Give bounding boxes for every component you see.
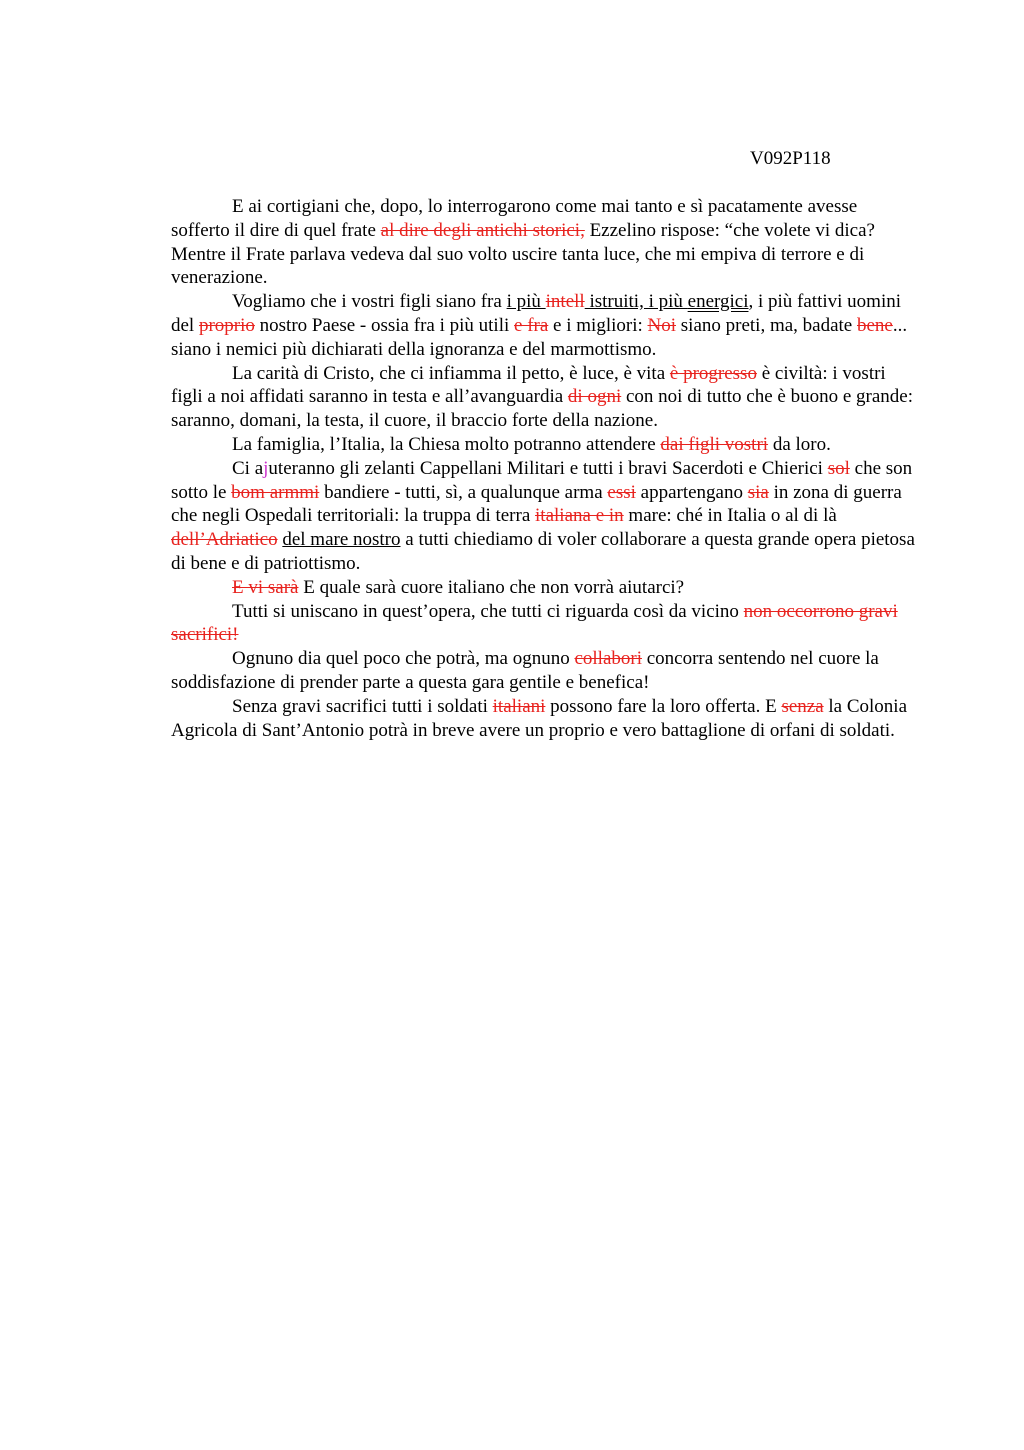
deleted-text: intell — [545, 291, 585, 313]
text-run: E ai cortigiani che, dopo, lo interrogarono come mai tanto e sì pacatamente avesse sofferto il dire di quel frate — [171, 196, 858, 241]
text-run: appartengano — [635, 481, 748, 503]
text-run: a tutti chiediamo di voler collaborare a questa grande opera pietosa di bene e di patriottismo. — [171, 529, 915, 574]
text-run: con noi di tutto che è buono e grande: saranno, domani, la testa, il cuore, il braccio forte della nazione. — [171, 386, 914, 432]
deleted-text: italiana e in — [535, 505, 624, 527]
inserted-text: istruiti, i più — [584, 291, 688, 313]
deleted-text: proprio — [198, 314, 255, 336]
paragraph — [171, 290, 917, 361]
text-run: , i più fattivi uomini del — [171, 291, 902, 336]
deleted-text: collabori — [574, 648, 642, 670]
deleted-text: Noi — [647, 314, 677, 336]
paragraph — [171, 362, 917, 433]
deleted-text: senza — [781, 695, 824, 717]
paragraph — [171, 647, 917, 695]
text-run: bandiere - tutti, sì, a qualunque arma — [319, 481, 608, 503]
text-run: Tutti si uniscano in quest’opera, che tutti ci riguarda così da vicino — [232, 600, 744, 622]
deleted-text: al dire degli antichi storici, — [380, 219, 585, 241]
paragraph — [171, 576, 917, 600]
deleted-text: dell’Adriatico — [171, 529, 278, 551]
deleted-text: bom armmi — [231, 481, 320, 503]
inserted-text: i più — [506, 291, 546, 313]
paragraph — [171, 600, 917, 648]
document-body — [171, 195, 917, 742]
text-run: ... siano i nemici più dichiarati della ignoranza e del marmottismo. — [171, 314, 908, 360]
text-run: in zona di guerra che negli Ospedali territoriali: la truppa di terra — [171, 481, 902, 527]
deleted-text: e fra — [514, 314, 549, 336]
text-run: Ci a — [232, 457, 264, 479]
text-run: da loro. — [768, 433, 831, 455]
deleted-text: di ogni — [567, 386, 622, 408]
text-run: uteranno gli zelanti Cappellani Militari e tutti i bravi Sacerdoti e Chierici — [268, 457, 828, 479]
paragraph — [171, 433, 917, 457]
page-id: V092P118 — [750, 148, 831, 169]
text-run: e i migliori: — [548, 314, 648, 336]
text-run: Vogliamo che i vostri figli siano fra — [232, 291, 507, 313]
text-run: la Colonia Agricola di Sant’Antonio potrà in breve avere un proprio e vero battaglione di orfani di soldati. — [171, 695, 908, 741]
text-run: siano preti, ma, badate — [676, 314, 857, 336]
deleted-text: dai figli vostri — [660, 433, 769, 455]
inserted-text: del mare nostro — [282, 529, 401, 551]
text-run: possono fare la loro offerta. E — [545, 695, 782, 717]
text-run: nostro Paese - ossia fra i più utili — [254, 314, 515, 336]
paragraph — [171, 457, 917, 576]
text-run: Ezzelino rispose: “che volete vi dica? Mentre il Frate parlava vedeva dal suo volto uscire tanta luce, che mi empiva di terrore e di venerazione. — [171, 219, 875, 289]
text-run: mare: ché in Italia o al di là — [623, 505, 837, 527]
paragraph — [171, 195, 917, 290]
deleted-text: bene — [856, 314, 893, 336]
deleted-text: è progresso — [669, 362, 757, 384]
text-run: E quale sarà cuore italiano che non vorrà aiutarci? — [298, 576, 685, 598]
paragraph — [171, 695, 917, 743]
text-run: La famiglia, l’Italia, la Chiesa molto potranno attendere — [232, 433, 661, 455]
text-run: è civiltà: i vostri figli a noi affidati saranno in testa e all’avanguardia — [171, 362, 886, 408]
deleted-text: non occorrono gravi sacrifici! — [171, 600, 898, 646]
text-run: Ognuno dia quel poco che potrà, ma ognuno — [232, 648, 575, 670]
deleted-text: italiani — [492, 695, 546, 717]
inserted-text-double: energici — [687, 291, 749, 313]
deleted-text: sia — [747, 481, 769, 503]
deleted-text: essi — [607, 481, 636, 503]
insertion-mark: j — [263, 457, 269, 479]
deleted-text: E vi sarà — [232, 576, 299, 598]
text-run: La carità di Cristo, che ci infiamma il petto, è luce, è vita — [232, 362, 670, 384]
text-run: concorra sentendo nel cuore la soddisfazione di prender parte a questa gara gentile e benefica! — [171, 648, 879, 693]
text-run: Senza gravi sacrifici tutti i soldati — [232, 695, 493, 717]
text-run: che son sotto le — [171, 457, 913, 503]
deleted-text: sol — [827, 457, 850, 479]
